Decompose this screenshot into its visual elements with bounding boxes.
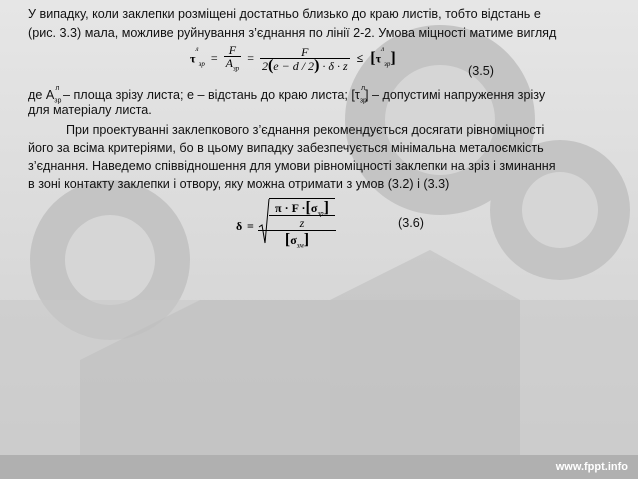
equation-number: (3.6) — [398, 216, 424, 230]
paragraph-line: При проектуванні заклепкового з’єднання рекомендується досягати рівноміцності — [66, 123, 545, 137]
paragraph-line: де $A_{зр}^л$ – площа зрізу листа; e – відстань до краю листа; $[\tau_{зр}^л]$ – допустимі напруження зрізу — [28, 85, 546, 105]
paragraph-line: У випадку, коли заклепки розміщені достатньо близько до краю листів, тобто відстань e — [28, 7, 541, 21]
paragraph-line: з’єднання. Наведемо співвідношення для умови рівноміцності заклепки на зріз і зминання — [28, 159, 556, 173]
paragraph-line: його за всіма критеріями, бо в цьому випадку забезпечується мінімальна металоємкість — [28, 141, 544, 155]
wrench-shape — [330, 250, 520, 479]
equation-3-6: δ = $\pi \cdot F \cdot[\sigma_{зр}]$ z $[\sigma_{зм}]$ — [236, 197, 346, 249]
main-denominator: $[\sigma_{зм}]$ — [284, 231, 310, 250]
fraction: $\frac{F}{2(e - d / 2) \cdot \delta \cdot z}$ — [261, 45, 348, 75]
equation-3-5: $\tau^л_{зр}$ = $\frac{F}{A_{зр}}$ = $\frac{F}{2(e - d / 2) \cdot \delta \cdot z}$ ≤ $[\tau^л_{зр}]$ — [190, 43, 396, 75]
paragraph-line: (рис. 3.3) мала, можливе руйнування з’єднання по лінії 2-2. Умова міцності матиме вигляд — [28, 26, 557, 40]
footer-url: www.fppt.info — [555, 461, 628, 473]
sqrt-inner-denominator: z — [269, 215, 335, 231]
sqrt-numerator: $\pi \cdot F \cdot[\sigma_{зр}]$ — [275, 199, 329, 218]
footer-bar — [0, 455, 638, 479]
paragraph-line: в зоні контакту заклепки і отвору, яку можна отримати з умов (3.2) і (3.3) — [28, 177, 450, 191]
equation-number: (3.5) — [468, 64, 494, 78]
fraction: $\frac{F}{A_{зр}}$ — [225, 43, 240, 73]
paragraph-line: для матеріалу листа. — [28, 103, 152, 117]
